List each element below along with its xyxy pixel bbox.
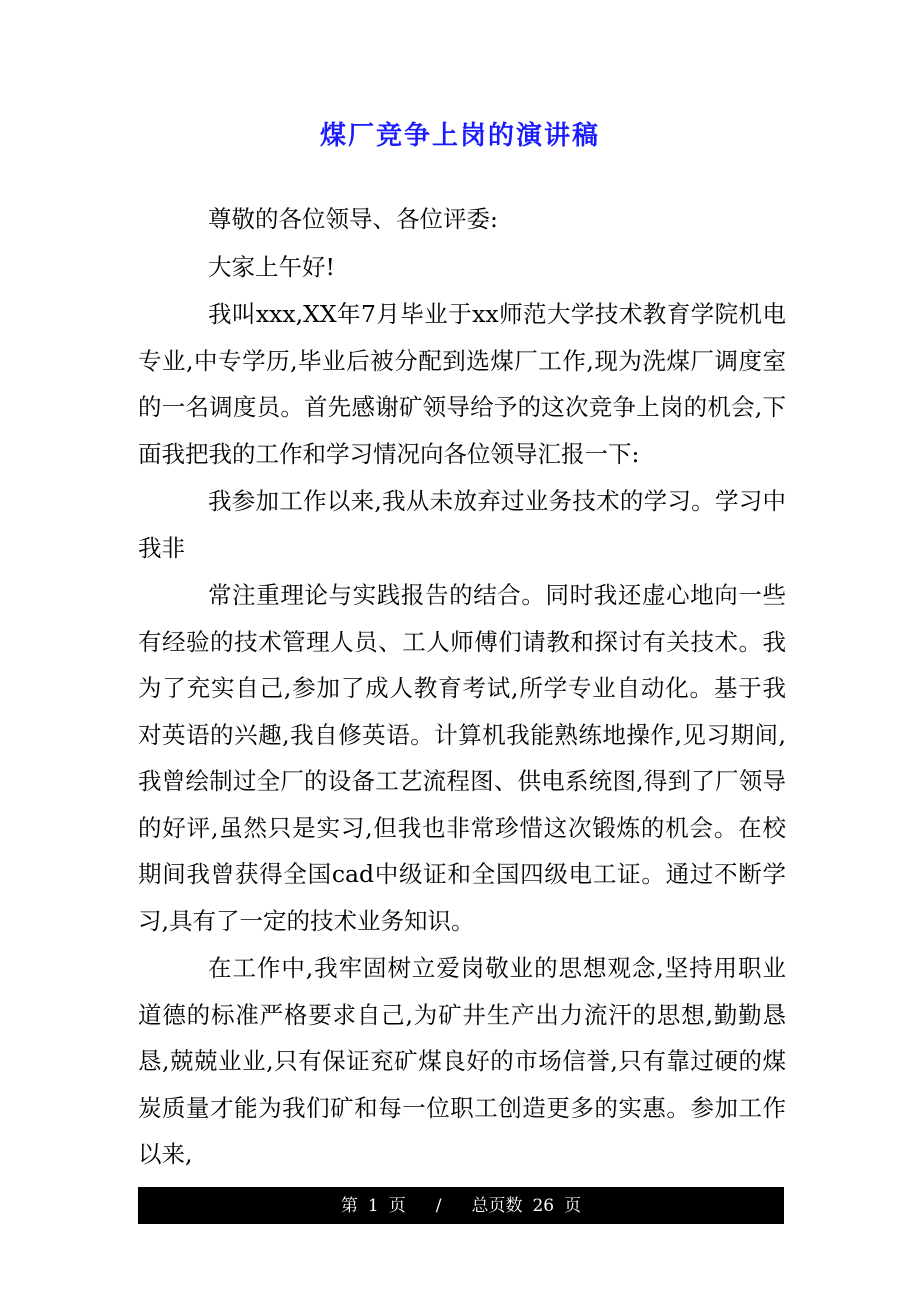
document-title: 煤厂竞争上岗的演讲稿 bbox=[319, 121, 600, 151]
footer-separator: / bbox=[435, 1195, 442, 1216]
paragraph-greeting: 大家上午好! bbox=[208, 252, 335, 281]
footer-page-prefix: 第 bbox=[340, 1195, 358, 1216]
paragraph-introduction: 我叫xxx,XX年7月毕业于xx师范大学技术教育学院机电专业,中专学历,毕业后被分配到选煤厂工作,现为洗煤厂调度室的一名调度员。首先感谢矿领导给予的这次竞争上岗的机会,下面我把我的工作和学习情况向各位领导汇报一下: bbox=[138, 300, 786, 468]
footer-total-prefix: 总页数 bbox=[471, 1195, 523, 1216]
footer-page-suffix: 页 bbox=[388, 1195, 406, 1216]
paragraph-study-start: 我参加工作以来,我从未放弃过业务技术的学习。学习中我非 bbox=[138, 487, 786, 562]
paragraph-salutation: 尊敬的各位领导、各位评委: bbox=[208, 205, 498, 233]
page-footer bbox=[138, 1187, 784, 1224]
footer-total-pages: 26 bbox=[532, 1195, 555, 1216]
footer-page-number: 1 bbox=[367, 1195, 379, 1216]
footer-total-suffix: 页 bbox=[564, 1195, 582, 1216]
paragraph-work: 在工作中,我牢固树立爱岗敬业的思想观念,坚持用职业道德的标准严格要求自己,为矿井生产出力流汗的思想,勤勤恳恳,兢兢业业,只有保证兖矿煤良好的市场信誉,只有靠过硬的煤炭质量才能为我们矿和每一位职工创造更多的实惠。参加工作以来, bbox=[138, 954, 786, 1168]
paragraph-study: 常注重理论与实践报告的结合。同时我还虚心地向一些有经验的技术管理人员、工人师傅们请教和探讨有关技术。我为了充实自己,参加了成人教育考试,所学专业自动化。基于我对英语的兴趣,我自修英语。计算机我能熟练地操作,见习期间,我曾绘制过全厂的设备工艺流程图、供电系统图,得到了厂领导的好评,虽然只是实习,但我也非常珍惜这次锻炼的机会。在校期间我曾获得全国cad中级证和全国四级电工证。通过不断学习,具有了一定的技术业务知识。 bbox=[138, 581, 786, 935]
document-body bbox=[138, 196, 786, 1179]
